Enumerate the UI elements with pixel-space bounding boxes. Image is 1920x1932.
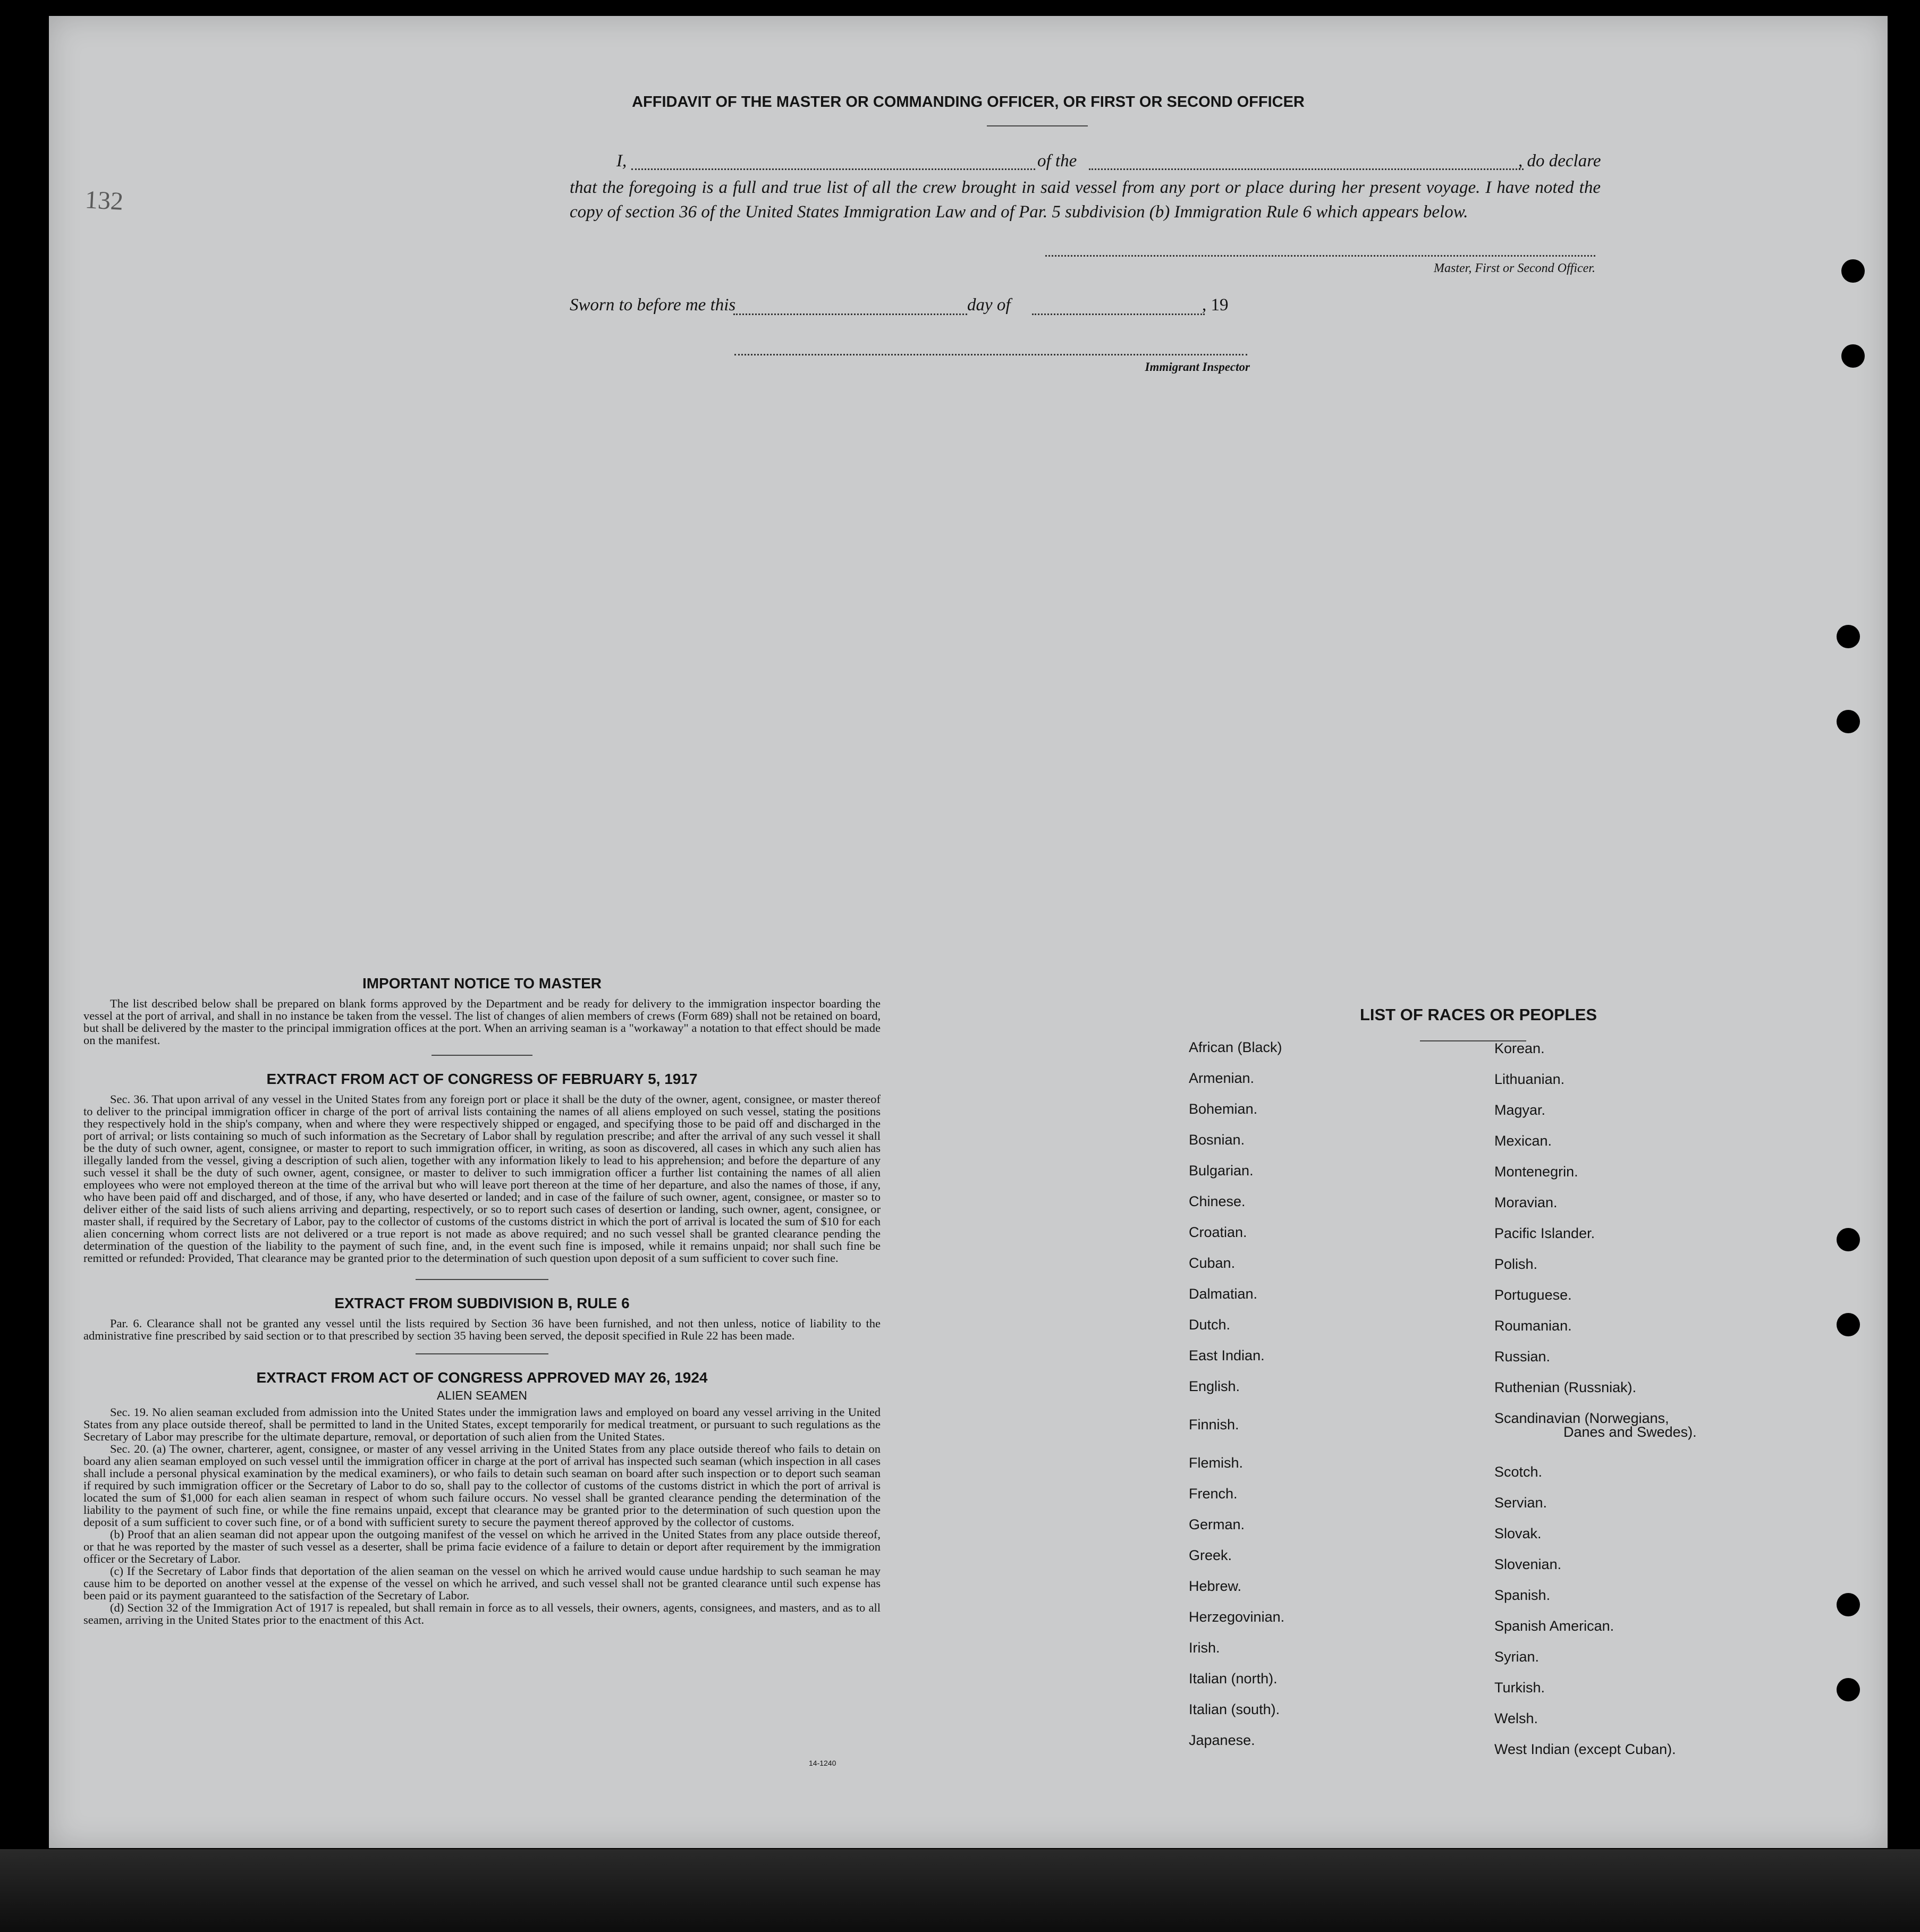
vessel-blank[interactable]: [1089, 168, 1524, 170]
affidavit-body: that the foregoing is a full and true list of all the crew brought in said vessel from any port or place during her present voyage. I have noted the copy of section 36 of the United States Immigration Law and of Par. 5 subdivision (b) Immigration Rule 6 which appears below.: [570, 178, 1601, 222]
master-signature-blank[interactable]: [1045, 255, 1595, 257]
affidavit-of-the-label: of the: [1037, 151, 1077, 171]
punch-hole: [1837, 1678, 1860, 1701]
punch-hole: [1837, 1313, 1860, 1336]
race-item-right: Polish.: [1494, 1256, 1538, 1272]
sworn-label: Sworn to before me this: [570, 295, 736, 315]
name-blank[interactable]: [631, 168, 1035, 170]
punch-hole: [1837, 1228, 1860, 1251]
race-item-right: Moravian.: [1494, 1194, 1558, 1210]
race-item-left: Italian (north).: [1189, 1671, 1278, 1687]
race-item-left: Italian (south).: [1189, 1701, 1280, 1717]
document-page: [49, 16, 1888, 1848]
race-item-left: Cuban.: [1189, 1255, 1236, 1271]
race-item-left: English.: [1189, 1378, 1240, 1394]
race-item-left: African (Black): [1189, 1039, 1282, 1055]
punch-hole: [1837, 710, 1860, 733]
form-number: 14-1240: [809, 1759, 836, 1767]
punch-hole: [1841, 344, 1865, 368]
extract-1917-rule: [416, 1279, 548, 1280]
scan-bottom-edge: [0, 1849, 1920, 1932]
margin-page-number: 132: [84, 185, 124, 216]
race-item-right: Montenegrin.: [1494, 1164, 1578, 1180]
race-item-left: Herzegovinian.: [1189, 1609, 1285, 1625]
punch-hole: [1841, 259, 1865, 283]
race-item-left: Bosnian.: [1189, 1132, 1245, 1148]
race-item-right: Welsh.: [1494, 1710, 1538, 1726]
race-item-left: French.: [1189, 1486, 1238, 1502]
race-item-left: Hebrew.: [1189, 1578, 1242, 1594]
punch-hole: [1837, 625, 1860, 648]
notice-title: IMPORTANT NOTICE TO MASTER: [362, 975, 602, 992]
race-scandinavian-continuation: Danes and Swedes).: [1563, 1424, 1697, 1440]
extract-1924-para-2: Sec. 20. (a) The owner, charterer, agent, consignee, or master of any vessel arriving in the United States from any place outside thereof who fails to detain on board any alien seaman employed on such vessel until the immigration officer in charge at the port of arrival has inspected such seaman (which inspection in all cases shall include a personal physical examination by the medical examiners), or who fails to detain such seaman on board after such inspection or to deport such seaman if required by such immigration officer or the Secretary of Labor to do so, shall pay to the collector of customs of the customs district in which the port of arrival is located the sum of $1,000 for each alien seaman in respect of whom such failure occurs. No vessel shall be granted clearance pending the determination of the liability to the payment of such fine, or while the fine remains unpaid, except that clearance may be granted prior to the determination of such question upon the deposit of a sum sufficient to cover such fine, or of a bond with sufficient surety to secure the payment thereof approved by the collector of customs.: [83, 1442, 881, 1529]
race-item-right: Magyar.: [1494, 1102, 1546, 1118]
race-item-right: Slovak.: [1494, 1526, 1542, 1541]
extract-rule6-rule: [416, 1353, 548, 1354]
race-item-right: Scandinavian (Norwegians,: [1494, 1410, 1669, 1426]
year-label: , 19: [1202, 295, 1229, 315]
race-item-left: Finnish.: [1189, 1417, 1239, 1433]
race-item-right: Russian.: [1494, 1349, 1551, 1365]
race-item-right: Scotch.: [1494, 1464, 1543, 1480]
race-item-right: Spanish American.: [1494, 1618, 1614, 1634]
race-item-right: Mexican.: [1494, 1133, 1552, 1149]
race-item-right: Ruthenian (Russniak).: [1494, 1379, 1637, 1395]
title-rule: [987, 125, 1088, 126]
month-blank[interactable]: [1032, 313, 1205, 315]
race-item-left: Chinese.: [1189, 1193, 1246, 1209]
master-signature-caption: Master, First or Second Officer.: [1434, 261, 1595, 275]
extract-1924-para-3: (b) Proof that an alien seaman did not appear upon the outgoing manifest of the vessel on which he arrived in the United States from any place outside thereof, or that he was reported by the master of such vessel as a deserter, shall be prima facie evidence of a failure to detain or deport after requirement by the immigration officer or the Secretary of Labor.: [83, 1528, 881, 1565]
race-item-right: Turkish.: [1494, 1680, 1545, 1696]
race-item-left: Japanese.: [1189, 1732, 1255, 1748]
race-item-left: Flemish.: [1189, 1455, 1244, 1471]
race-item-right: Portuguese.: [1494, 1287, 1572, 1303]
race-item-right: Roumanian.: [1494, 1318, 1572, 1334]
race-item-right: West Indian (except Cuban).: [1494, 1741, 1676, 1757]
day-blank[interactable]: [733, 313, 967, 315]
notice-text: The list described below shall be prepared on blank forms approved by the Department and be ready for delivery to the immigration inspector boarding the vessel at the port of arrival, and shall in no instance be taken from the vessel. The list of changes of alien members of crews (Form 689) shall not be retained on board, but shall be delivered by the master to the principal immigration offices at the port. When an arriving seaman is a "workaway" a notation to that effect should be made on the manifest.: [83, 997, 881, 1047]
race-item-right: Lithuanian.: [1494, 1071, 1565, 1087]
race-item-left: German.: [1189, 1516, 1245, 1532]
affidavit-title: AFFIDAVIT OF THE MASTER OR COMMANDING OFFICER, OR FIRST OR SECOND OFFICER: [632, 94, 1305, 111]
races-title: LIST OF RACES OR PEOPLES: [1359, 1005, 1597, 1024]
race-item-right: Servian.: [1494, 1495, 1547, 1511]
extract-1917-title: EXTRACT FROM ACT OF CONGRESS OF FEBRUARY 5, 1917: [266, 1071, 698, 1087]
race-item-right: Spanish.: [1494, 1587, 1551, 1603]
extract-1924-subtitle: ALIEN SEAMEN: [437, 1388, 527, 1402]
race-item-left: Armenian.: [1189, 1070, 1255, 1086]
race-item-right: Korean.: [1494, 1040, 1545, 1056]
notice-rule: [432, 1055, 532, 1056]
race-item-left: Bulgarian.: [1189, 1163, 1254, 1179]
inspector-signature-blank[interactable]: [734, 354, 1247, 355]
race-item-left: Greek.: [1189, 1547, 1232, 1563]
race-item-left: Croatian.: [1189, 1224, 1247, 1240]
extract-1917-text: Sec. 36. That upon arrival of any vessel in the United States from any foreign port or place it shall be the duty of the owner, agent, consignee, or master thereof to deliver to the principal immigration officer in charge of the port of arrival lists containing the names of all aliens employed on such vessel, stating the positions they respectively hold in the ship's company, when and where they were respectively shipped or engaged, and specifying those to be paid off and discharged in the port of arrival; or lists containing so much of such information as the Secretary of Labor shall by regulation prescribe; and after the arrival of any such vessel it shall be the duty of such owner, agent, consignee, or master to report to such immigration officer, in writing, as soon as discovered, all cases in which any such alien has illegally landed from the vessel, giving a description of such alien, together with any information likely to lead to his apprehension; and before the departure of any such vessel it shall be the duty of such owner, agent, consignee, or master to deliver to such immigration officer a further list containing the names of all alien employees who were not employed thereon at the time of the arrival but who will leave port thereon at the time of her departure, and also the names of those, if any, who have been paid off and discharged, and of those, if any, who have deserted or landed; and in case of the failure of such owner, agent, consignee, or master so to deliver either of the said lists of such aliens arriving and departing, respectively, or so to report such cases of desertion or landing, such owner, agent, consignee, or master shall, if required by the Secretary of Labor, pay to the collector of customs of the customs district in which the port of arrival is located the sum of $10 for each alien concerning whom correct lists are not delivered or a true report is not made as above required; and no such vessel shall be granted clearance pending the determination of the question of the liability to the payment of such fine, and, in the event such fine is imposed, while it remains unpaid; nor shall such fine be remitted or refunded: Provided, That clearance may be granted prior to the determination of such question upon deposit of a sum sufficient to cover such fine.: [83, 1092, 881, 1265]
race-item-left: East Indian.: [1189, 1348, 1265, 1363]
inspector-caption: Immigrant Inspector: [1145, 360, 1250, 374]
notice-column: [83, 975, 881, 1626]
day-of-label: day of: [967, 295, 1011, 315]
extract-1924-para-1: Sec. 19. No alien seaman excluded from admission into the United States under the immigration laws and employed on board any vessel arriving in the United States from any place outside thereof, shall be permitted to land in the United States, except temporarily for medical treatment, or pursuant to such regulations as the Secretary of Labor may prescribe for the ultimate departure, removal, or deportation of such alien from the United States.: [83, 1405, 881, 1443]
race-item-left: Dalmatian.: [1189, 1286, 1258, 1302]
race-item-right: Slovenian.: [1494, 1556, 1562, 1572]
race-item-right: Pacific Islander.: [1494, 1225, 1595, 1241]
affidavit-i-label: I,: [616, 151, 627, 171]
punch-hole: [1837, 1593, 1860, 1616]
extract-1924-title: EXTRACT FROM ACT OF CONGRESS APPROVED MAY 26, 1924: [256, 1369, 708, 1386]
race-item-left: Irish.: [1189, 1640, 1220, 1656]
extract-1924-para-4: (c) If the Secretary of Labor finds that deportation of the alien seaman on the vessel on which he arrived would cause undue hardship to such seaman he may cause him to be deported on another vessel at the expense of the vessel on which he arrived, and such vessel shall not be granted clearance until such expense has been paid or its payment guaranteed to the satisfaction of the Secretary of Labor.: [83, 1564, 881, 1602]
extract-rule6-text: Par. 6. Clearance shall not be granted any vessel until the lists required by Section 36 have been furnished, and not then unless, notice of liability to the administrative fine prescribed by said section or to that prescribed by section 35 having been served, the deposit specified in Rule 22 has been made.: [83, 1317, 881, 1342]
race-item-left: Bohemian.: [1189, 1101, 1258, 1117]
race-item-right: Syrian.: [1494, 1649, 1540, 1665]
race-item-left: Dutch.: [1189, 1317, 1231, 1333]
affidavit-declare-label: , do declare: [1518, 151, 1601, 171]
extract-rule6-title: EXTRACT FROM SUBDIVISION B, RULE 6: [334, 1295, 630, 1311]
extract-1924-para-5: (d) Section 32 of the Immigration Act of 1917 is repealed, but shall remain in force as to all vessels, their owners, agents, consignees, and masters, and as to all seamen, arriving in the United States prior to the enactment of this Act.: [83, 1601, 881, 1626]
